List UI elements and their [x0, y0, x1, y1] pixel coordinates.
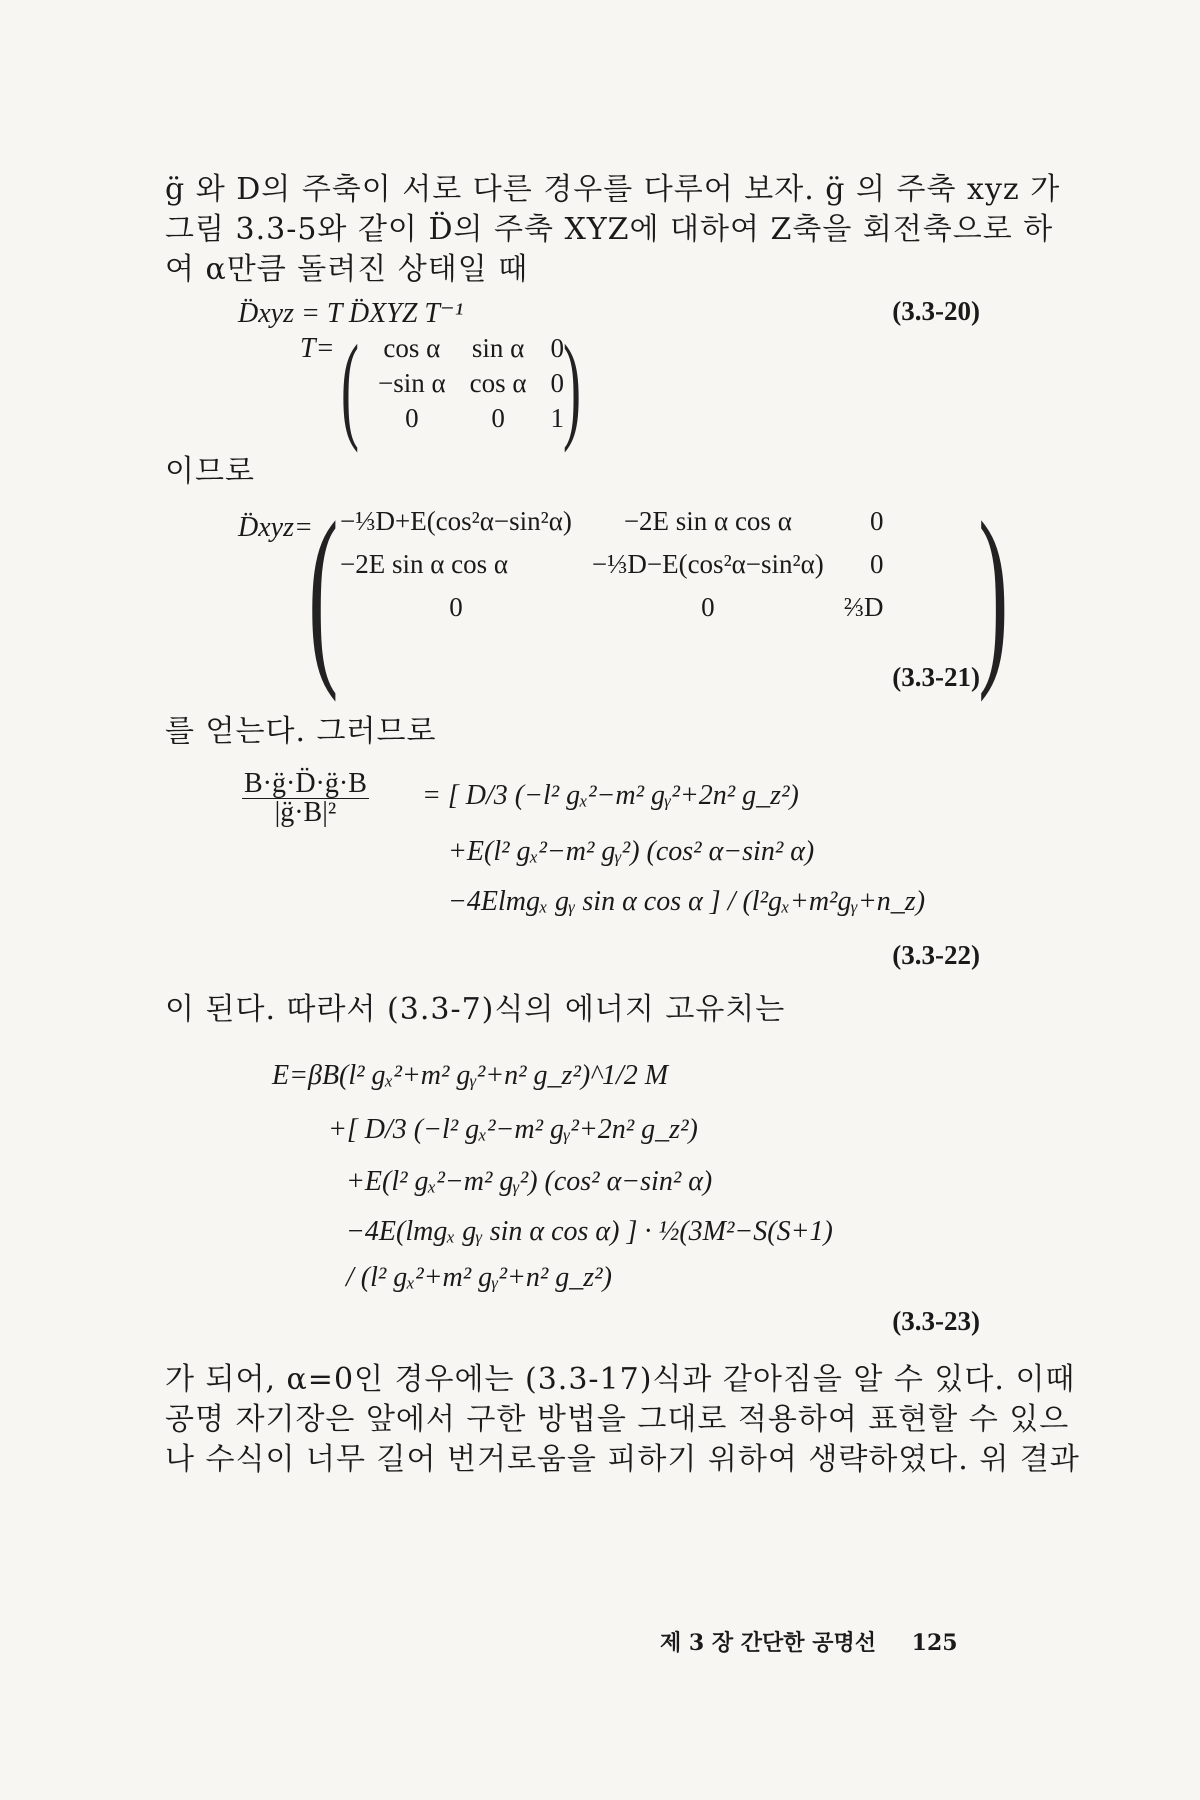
matrix-cell: ⅔D: [843, 592, 884, 622]
matrix-cell: 0: [701, 592, 715, 622]
text-line: 그림 3.3-5와 같이 D̈의 주축 XYZ에 대하여 Z축을 회전축으로 하: [165, 212, 1054, 247]
equation-3-3-21-lhs: D̈xyz=: [238, 512, 313, 543]
text-line: 여 α만큼 돌려진 상태일 때: [165, 252, 529, 287]
equation-line: / (l² gₓ²+m² gᵧ²+n² g_z²): [346, 1262, 612, 1293]
matrix-cell: 0: [405, 403, 419, 433]
running-footer: [660, 1626, 958, 1657]
equation-number: (3.3-23): [892, 1306, 980, 1336]
equation-3-3-20-lhs: D̈xyz = T D̈XYZ T⁻¹: [238, 298, 464, 329]
text-line: g̈ 와 D의 주축이 서로 다른 경우를 다루어 보자. g̈ 의 주축 xyz 가: [165, 172, 1061, 207]
matrix-cell: 0: [491, 403, 505, 433]
equation-line: +E(l² gₓ²−m² gᵧ²) (cos² α−sin² α): [346, 1166, 713, 1197]
right-paren: ): [978, 482, 1009, 703]
matrix-cell: −⅓D−E(cos²α−sin²α): [591, 549, 824, 579]
matrix-cell: sin α: [471, 333, 525, 363]
matrix-cell: 0: [870, 549, 884, 579]
text-line: 나 수식이 너무 길어 번거로움을 피하기 위하여 생략하였다. 위 결과: [165, 1442, 1080, 1477]
closing-paragraph: [165, 1360, 1080, 1480]
text-line: 를 얻는다. 그러므로: [165, 714, 437, 749]
matrix-cell: −⅓D+E(cos²α−sin²α): [340, 506, 572, 536]
equation-line: E=βB(l² gₓ²+m² gᵧ²+n² g_z²)^1/2 M: [272, 1060, 669, 1091]
equation-3-3-22-lhs: [240, 770, 371, 827]
text-line: 이 된다. 따라서 (3.3-7)식의 에너지 고유치는: [165, 992, 786, 1027]
matrix-cell: cos α: [469, 368, 527, 398]
equation-line: = [ D/3 (−l² gₓ²−m² gᵧ²+2n² g_z²): [422, 780, 799, 811]
right-paren: ): [562, 320, 581, 453]
left-paren: (: [308, 482, 339, 703]
equation-line: +E(l² gₓ²−m² gᵧ²) (cos² α−sin² α): [448, 836, 815, 867]
matrix-cell: −2E sin α cos α: [623, 506, 792, 536]
fraction: [242, 770, 369, 827]
matrix-cell: cos α: [383, 333, 441, 363]
equation-line: −4E(lmgₓ gᵧ sin α cos α) ] · ½(3M²−S(S+1): [346, 1216, 833, 1247]
matrix-cell: 0: [870, 506, 884, 536]
denominator: |g̈·B|²: [274, 797, 337, 828]
equation-number: (3.3-22): [892, 940, 980, 970]
equation-number: (3.3-21): [892, 662, 980, 692]
equation-line: +[ D/3 (−l² gₓ²−m² gᵧ²+2n² g_z²): [328, 1114, 698, 1145]
matrix-cell: 1: [550, 403, 565, 433]
text-line: 가 되어, α=0인 경우에는 (3.3-17)식과 같아짐을 알 수 있다. 이때: [165, 1362, 1076, 1397]
matrix-cell: 0: [550, 333, 565, 363]
intro-paragraph: [165, 170, 1061, 290]
text-line: 이므로: [165, 454, 255, 489]
numerator: B·g̈·D̈·g̈·B: [244, 768, 367, 799]
equation-line: −4Elmgₓ gᵧ sin α cos α ] / (l²gₓ+m²gᵧ+n_z): [448, 886, 926, 917]
d-tensor-matrix: [330, 500, 894, 629]
equation-number: (3.3-20): [892, 296, 980, 326]
matrix-cell: 0: [449, 592, 463, 622]
matrix-cell: 0: [550, 368, 565, 398]
rotation-matrix: [366, 331, 576, 436]
matrix-cell: −sin α: [378, 368, 446, 398]
chapter-title: 제 3 장 간단한 공명선: [660, 1630, 876, 1656]
matrix-cell: −2E sin α cos α: [340, 549, 509, 579]
page-number: 125: [911, 1630, 958, 1656]
text-line: 공명 자기장은 앞에서 구한 방법을 그대로 적용하여 표현할 수 있으: [165, 1402, 1070, 1437]
t-matrix-label: T=: [300, 333, 335, 364]
left-paren: (: [340, 320, 359, 453]
